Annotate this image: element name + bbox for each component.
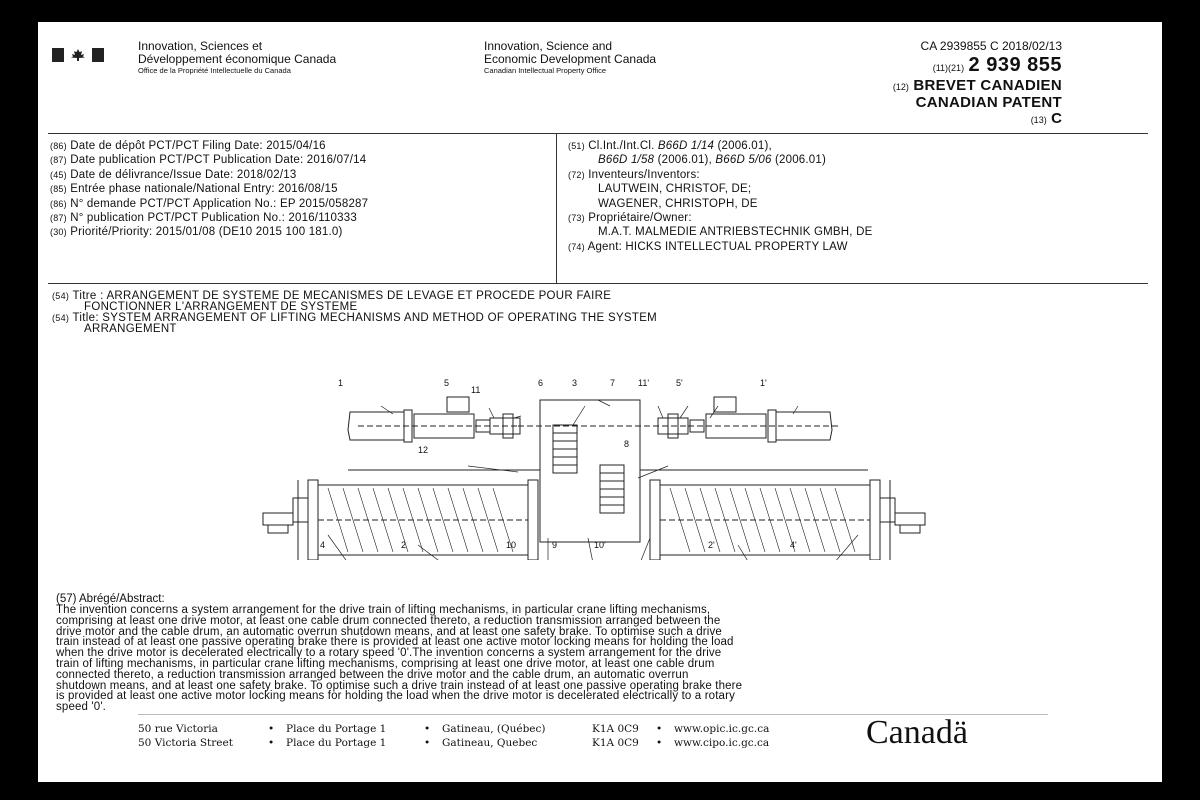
code-12: (12) xyxy=(892,82,909,92)
patent-title-fr: BREVET CANADIEN xyxy=(913,77,1062,94)
biblio-item-publication-date: (87) Date publication PCT/PCT Publication Date: 2016/07/14 xyxy=(50,154,367,167)
patent-document xyxy=(38,22,1162,782)
canada-wordmark: Canadä xyxy=(866,714,968,751)
footer-place-en: Place du Portage 1 xyxy=(286,737,387,749)
ref-10: 10 xyxy=(506,540,517,550)
abstract-line: is provided at least one active motor locking means for holding the load when the drive motor is decelerated electrically to a rotary xyxy=(56,690,735,703)
ref-4-prime: 4' xyxy=(790,540,797,550)
inventor-name: LAUTWEIN, CHRISTOF, DE; xyxy=(598,183,752,196)
ref-2: 2 xyxy=(401,540,407,550)
title-fr-line-2: FONCTIONNER L'ARRANGEMENT DE SYSTEME xyxy=(84,301,358,313)
biblio-item-inventors: (72) Inventeurs/Inventors: xyxy=(568,168,700,181)
abstract-line: connected thereto, a reduction transmission arranged between the drive motor and the cable drum, an automatic overrun xyxy=(56,668,689,681)
ref-5-prime: 5' xyxy=(676,378,683,388)
office-name-en: Canadian Intellectual Property Office xyxy=(484,66,607,75)
ref-11-prime: 11' xyxy=(638,378,650,388)
footer-bullet: • xyxy=(268,723,275,735)
title-en-line-2: ARRANGEMENT xyxy=(84,323,177,335)
ref-6: 6 xyxy=(538,378,544,388)
abstract-heading: (57) Abrégé/Abstract: xyxy=(56,593,165,605)
abstract-line: shutdown means, and at least one safety brake. To optimise such a drive train instead of at least one passive operating brake there xyxy=(56,679,743,692)
biblio-item-national-entry: (85) Entrée phase nationale/National Entry: 2016/08/15 xyxy=(50,183,338,196)
biblio-item-priority: (30) Priorité/Priority: 2015/01/08 (DE10 2015 100 181.0) xyxy=(50,226,343,239)
footer-city-fr: Gatineau, (Québec) xyxy=(442,723,546,735)
code-13: (13) xyxy=(1030,115,1047,125)
title-fr-line-1: (54) Titre : ARRANGEMENT DE SYSTEME DE MECANISMES DE LEVAGE ET PROCEDE POUR FAIRE xyxy=(52,290,612,302)
biblio-item-filing-date: (86) Date de dépôt PCT/PCT Filing Date: 2015/04/16 xyxy=(50,140,326,152)
biblio-item-application-no: (86) N° demande PCT/PCT Application No.: EP 2015/058287 xyxy=(50,197,369,210)
ref-7: 7 xyxy=(610,378,616,388)
footer-web-en[interactable]: www.cipo.ic.gc.ca xyxy=(674,737,770,749)
footer-bullet: • xyxy=(656,737,663,749)
patent-kind: C xyxy=(1051,110,1062,127)
title-en-line-1: (54) Title: SYSTEM ARRANGEMENT OF LIFTING MECHANISMS AND METHOD OF OPERATING THE SYSTEM xyxy=(52,312,658,324)
patent-reference: CA 2939855 C 2018/02/13 xyxy=(920,39,1062,53)
inventor-name: WAGENER, CHRISTOPH, DE xyxy=(598,197,758,210)
biblio-item-owner: (73) Propriétaire/Owner: xyxy=(568,212,692,225)
abstract-line: train of lifting mechanisms, in particular crane lifting mechanisms, comprising at least one drive motor, at least one cable drum xyxy=(56,657,715,670)
biblio-item-issue-date: (45) Date de délivrance/Issue Date: 2018/02/13 xyxy=(50,168,297,181)
ref-12: 12 xyxy=(418,445,429,455)
abstract-line: speed '0'. xyxy=(56,701,107,714)
footer-place-fr: Place du Portage 1 xyxy=(286,723,387,735)
ref-1-prime: 1' xyxy=(760,378,767,388)
biblio-item-classification: (51) Cl.Int./Int.Cl. B66D 1/14 (2006.01), xyxy=(568,140,772,152)
footer-postal-en: K1A 0C9 xyxy=(592,737,639,749)
ref-9: 9 xyxy=(552,540,558,550)
office-name-fr: Office de la Propriété Intellectuelle du Canada xyxy=(138,66,291,75)
code-11-21: (11)(21) xyxy=(932,63,965,73)
footer-bullet: • xyxy=(656,723,663,735)
dept-name-fr-1: Innovation, Sciences et xyxy=(138,39,263,53)
abstract-line: The invention concerns a system arrangement for the drive train of lifting mechanisms, in particular crane lifting mechanisms, xyxy=(56,604,711,616)
biblio-item-publication-no: (87) N° publication PCT/PCT Publication No.: 2016/110333 xyxy=(50,212,357,225)
abstract-line: drive motor and the cable drum, an automatic overrun shutdown means, and at least one safety brake. To optimise such a drive xyxy=(56,625,722,638)
footer-city-en: Gatineau, Quebec xyxy=(442,737,538,749)
biblio-item-agent: (74) Agent: HICKS INTELLECTUAL PROPERTY LAW xyxy=(568,240,848,253)
footer-bullet: • xyxy=(424,737,431,749)
footer-address-en: 50 Victoria Street xyxy=(138,737,233,749)
owner-name: M.A.T. MALMEDIE ANTRIEBSTECHNIK GMBH, DE xyxy=(598,226,873,239)
footer-postal-fr: K1A 0C9 xyxy=(592,723,639,735)
abstract-line: comprising at least one drive motor, at least one cable drum connected thereto, a reduction transmission arranged between the xyxy=(56,614,721,627)
patent-title-en: CANADIAN PATENT xyxy=(915,94,1062,111)
footer-address-fr: 50 rue Victoria xyxy=(138,723,218,735)
abstract-line: train instead of at least one passive operating brake there is provided at least one active motor locking means for holding the load xyxy=(56,636,734,649)
dept-name-en-1: Innovation, Science and xyxy=(484,39,613,53)
ref-8: 8 xyxy=(624,439,630,449)
dept-name-en-2: Economic Development Canada xyxy=(484,52,657,66)
ref-10-prime: 10' xyxy=(594,540,606,550)
dept-name-fr-2: Développement économique Canada xyxy=(138,52,337,66)
footer-bullet: • xyxy=(268,737,275,749)
ref-2-prime: 2' xyxy=(708,540,715,550)
ref-5: 5 xyxy=(444,378,450,388)
abstract-line: when the drive motor is decelerated electrically to a rotary speed '0'.The invention concerns a system arrangement for the drive xyxy=(56,647,722,660)
ref-3: 3 xyxy=(572,378,578,388)
ref-1: 1 xyxy=(338,378,344,388)
footer-bullet: • xyxy=(424,723,431,735)
abstract-section xyxy=(56,593,1066,713)
patent-number: 2 939 855 xyxy=(968,54,1062,76)
biblio-item-classification-cont: B66D 1/58 (2006.01), B66D 5/06 (2006.01) xyxy=(598,154,826,167)
ref-11: 11 xyxy=(471,385,481,395)
footer-web-fr[interactable]: www.opic.ic.gc.ca xyxy=(674,723,770,735)
ref-4: 4 xyxy=(320,540,326,550)
